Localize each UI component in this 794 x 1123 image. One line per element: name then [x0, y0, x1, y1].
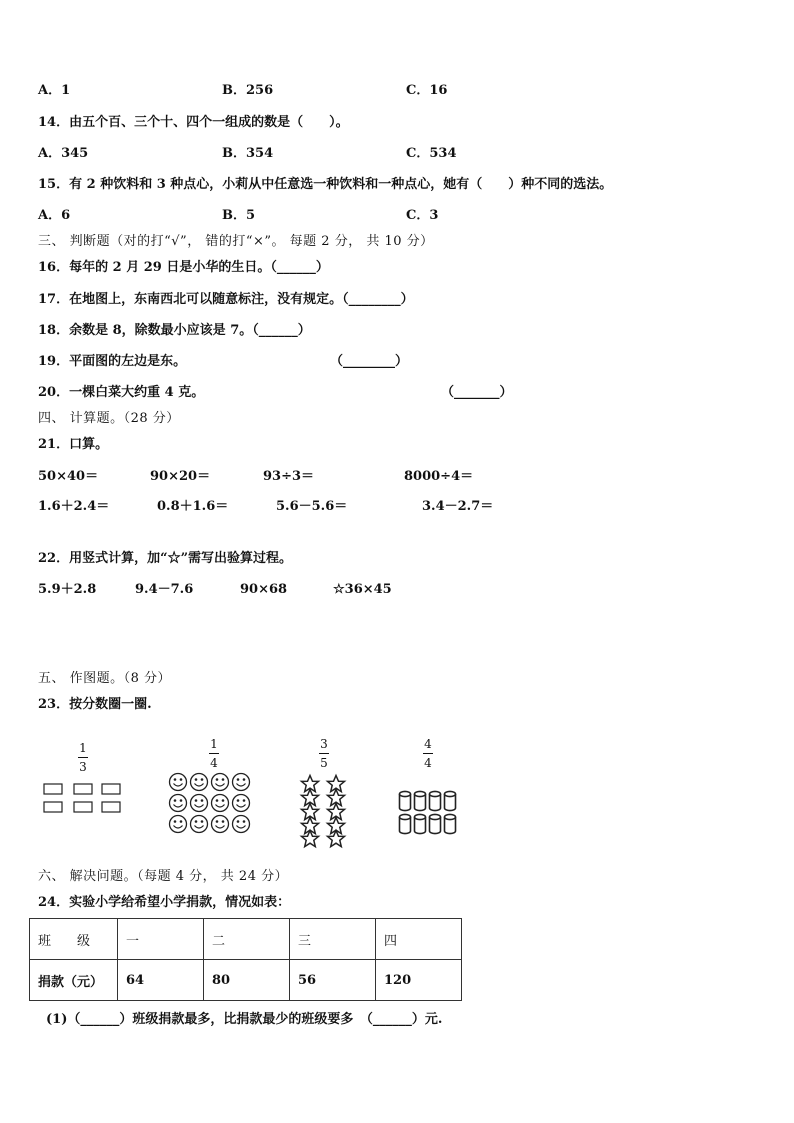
q22-item-1: 5.9＋2.8	[38, 582, 97, 597]
cylinders-group[interactable]	[396, 788, 462, 838]
q21-r1-c2: 90×20＝	[150, 469, 211, 484]
q22-item-4: ☆36×45	[333, 582, 392, 597]
table-header-cell: 班 级	[30, 919, 118, 960]
cylinder-icon	[415, 791, 426, 810]
cylinder-icon	[400, 814, 411, 833]
fraction-four-fourths: 4 4	[424, 737, 432, 770]
section-6-title: 六、 解决问题。（每题 4 分， 共 24 分）	[38, 869, 289, 884]
q21-r2-c1: 1.6＋2.4＝	[38, 499, 110, 514]
q15-option-a: A．6	[38, 208, 71, 223]
smiley-icon	[170, 774, 187, 791]
q15-option-b: B．5	[222, 208, 256, 223]
cylinder-icon	[445, 791, 456, 810]
q14-option-c: C．534	[406, 146, 457, 161]
smiley-icon	[191, 774, 208, 791]
q16-blank[interactable]: （______）	[270, 260, 329, 275]
table-row	[30, 919, 462, 960]
rectangle-shape	[74, 784, 92, 794]
q23-label: 23．按分数圈一圈.	[38, 697, 152, 712]
smiley-icon	[170, 795, 187, 812]
table-cell: 120	[376, 960, 462, 1001]
rectangle-shape	[44, 784, 62, 794]
table-header-cell: 二	[204, 919, 290, 960]
q20-text: 20．一棵白菜大约重 4 克。	[38, 385, 205, 400]
star-icon	[328, 831, 345, 847]
smiley-icon	[170, 816, 187, 833]
q13-option-c: C．16	[406, 83, 448, 98]
smiley-icon	[212, 774, 229, 791]
smiley-icon	[191, 816, 208, 833]
smiley-icon	[212, 795, 229, 812]
q21-r1-c4: 8000÷4＝	[404, 469, 474, 484]
smiley-icon	[233, 816, 250, 833]
table-cell: 64	[118, 960, 204, 1001]
cylinder-icon	[430, 791, 441, 810]
table-cell: 捐款（元）	[30, 960, 118, 1001]
table-cell: 80	[204, 960, 290, 1001]
q14-option-a: A．345	[38, 146, 89, 161]
rectangle-shape	[74, 802, 92, 812]
stars-group[interactable]	[296, 773, 352, 849]
q21-r2-c2: 0.8＋1.6＝	[157, 499, 229, 514]
q18-text: 18．余数是 8，除数最小应该是 7。（______）	[38, 323, 311, 338]
table-header-cell: 三	[290, 919, 376, 960]
q24-label: 24．实验小学给希望小学捐款，情况如表：	[38, 895, 291, 910]
smiley-icon	[233, 774, 250, 791]
q16-text: 16．每年的 2 月 29 日是小华的生日。（______）	[38, 260, 329, 275]
q18-blank[interactable]: （______）	[252, 323, 311, 338]
star-icon	[302, 831, 319, 847]
fraction-one-fourth: 1 4	[210, 737, 218, 770]
q24-sub1: (1)（______）班级捐款最多，比捐款最少的班级要多 （______）元.	[46, 1012, 443, 1027]
table-cell: 56	[290, 960, 376, 1001]
q19-text: 19．平面图的左边是东。	[38, 354, 187, 369]
rectangles-group[interactable]	[40, 782, 124, 816]
q21-r2-c3: 5.6－5.6＝	[276, 499, 348, 514]
donation-table	[29, 918, 462, 1001]
q13-option-b: B．256	[222, 83, 274, 98]
smiley-icon	[212, 816, 229, 833]
section-4-title: 四、 计算题。（28 分）	[38, 411, 180, 426]
q22-label: 22．用竖式计算，加“☆”需写出验算过程。	[38, 551, 293, 566]
q15-option-c: C．3	[406, 208, 439, 223]
smiley-icon	[233, 795, 250, 812]
q21-r2-c4: 3.4－2.7＝	[422, 499, 494, 514]
q21-r1-c1: 50×40＝	[38, 469, 99, 484]
q19-blank[interactable]: （________）	[330, 354, 409, 369]
q20-blank[interactable]: （_______）	[441, 385, 513, 400]
q14-stem: 14．由五个百、三个十、四个一组成的数是（ ）。	[38, 115, 349, 130]
cylinder-icon	[430, 814, 441, 833]
cylinder-icon	[445, 814, 456, 833]
table-row	[30, 960, 462, 1001]
q14-option-b: B．354	[222, 146, 274, 161]
q22-item-2: 9.4－7.6	[135, 582, 194, 597]
cylinder-icon	[415, 814, 426, 833]
cylinder-icon	[400, 791, 411, 810]
q22-item-3: 90×68	[240, 582, 288, 597]
smiley-icon	[191, 795, 208, 812]
fraction-three-fifths: 3 5	[320, 737, 328, 770]
rectangle-shape	[102, 784, 120, 794]
q15-stem: 15．有 2 种饮料和 3 种点心，小莉从中任意选一种饮料和一种点心，她有（ ）种不同的选法。	[38, 177, 613, 192]
q13-option-a: A．1	[38, 83, 71, 98]
rectangle-shape	[102, 802, 120, 812]
table-header-cell: 一	[118, 919, 204, 960]
q21-label: 21．口算。	[38, 437, 109, 452]
smileys-group[interactable]	[166, 772, 256, 834]
table-header-cell: 四	[376, 919, 462, 960]
section-5-title: 五、 作图题。（8 分）	[38, 671, 172, 686]
q21-r1-c3: 93÷3＝	[263, 469, 315, 484]
section-3-title: 三、 判断题（对的打“√”， 错的打“×”。 每题 2 分， 共 10 分）	[38, 234, 434, 249]
rectangle-shape	[44, 802, 62, 812]
q17-text: 17．在地图上，东南西北可以随意标注，没有规定。（________）	[38, 292, 414, 307]
q17-blank[interactable]: （________）	[342, 292, 414, 307]
fraction-one-third: 1 3	[79, 741, 87, 774]
